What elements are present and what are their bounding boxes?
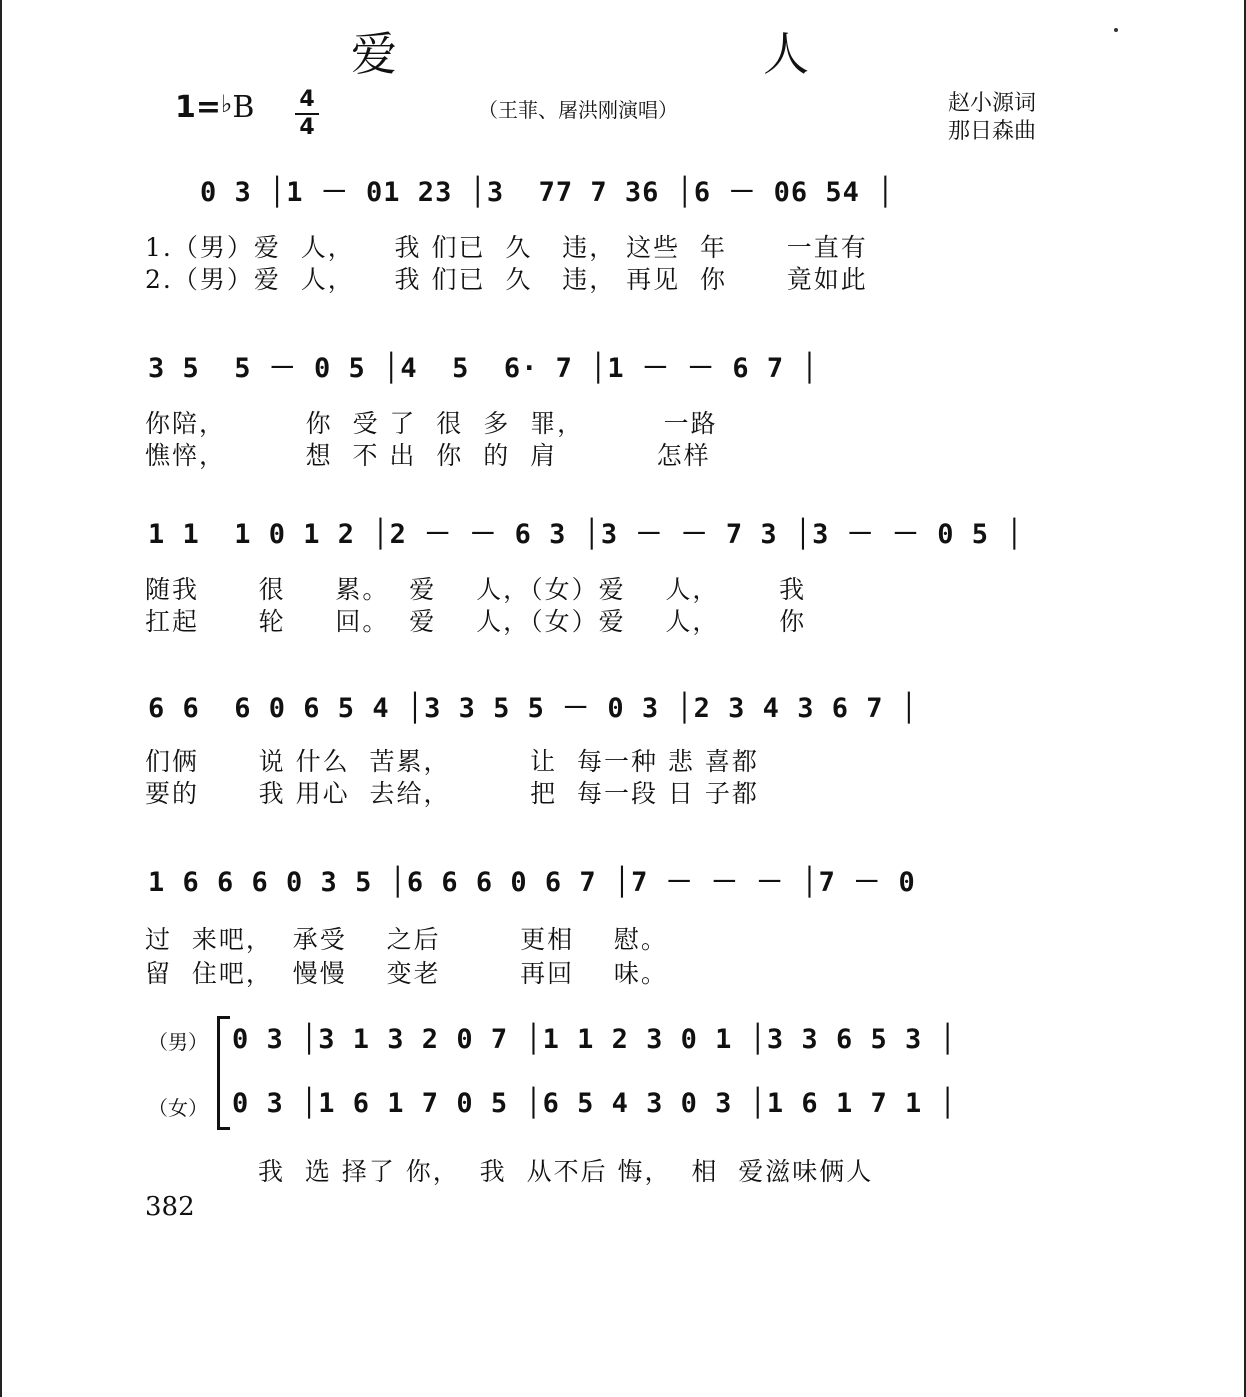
key-letter: B [232, 90, 255, 125]
page-border-left [0, 0, 2, 1397]
lyrics-system-2-verse-1: 你陪， 你 受 了 很 多 罪， 一路 [145, 409, 718, 438]
notes-system-3: 1 1 1 0 1 2 │2 － － 6 3 │3 － － 7 3 │3 － － 0 5 │ [148, 519, 1024, 550]
page-number: 382 [145, 1192, 195, 1222]
time-signature-bottom: 4 [299, 115, 315, 140]
singers: （王菲、屠洪刚演唱） [478, 98, 678, 122]
lyrics-system-2-verse-2: 憔悴， 想 不 出 你 的 肩 怎样 [145, 441, 711, 470]
lyrics-system-3-verse-2: 扛起 轮 回。 爱 人，（女）爱 人， 你 [145, 607, 807, 636]
part-label-female: （女） [148, 1096, 208, 1120]
lyrics-system-5-verse-1: 过 来吧， 承受 之后 更相 慰。 [145, 925, 668, 954]
notes-system-1: 0 3 │1 － 01 23 │3 77 7 36 │6 － 06 54 │ [200, 177, 895, 208]
song-title: 爱 人 [351, 27, 969, 81]
part-label-male: （男） [148, 1030, 208, 1054]
lyrics-system-1-verse-2: 2.（男）爱 人， 我 们已 久 违， 再见 你 竟如此 [145, 265, 868, 294]
credits [948, 90, 1036, 146]
notes-male: 0 3 │3 1 3 2 0 7 │1 1 2 3 0 1 │3 3 6 5 3 │ [232, 1024, 957, 1055]
lyrics-system-1-verse-1: 1.（男）爱 人， 我 们已 久 违， 这些 年 一直有 [145, 233, 868, 262]
notes-female: 0 3 │1 6 1 7 0 5 │6 5 4 3 0 3 │1 6 1 7 1 │ [232, 1088, 957, 1119]
key-signature [175, 90, 254, 125]
system-bracket [217, 1016, 230, 1130]
lyrics-system-4-verse-1: 们俩 说 什么 苦累， 让 每一种 悲 喜都 [145, 747, 759, 776]
key-prefix: 1= [175, 90, 222, 125]
lyrics-system-4-verse-2: 要的 我 用心 去给， 把 每一段 日 子都 [145, 779, 759, 808]
time-signature-top: 4 [299, 87, 315, 112]
lyricist: 赵小源词 [948, 91, 1037, 116]
time-signature [295, 88, 319, 140]
notes-system-5: 1 6 6 6 0 3 5 │6 6 6 0 6 7 │7 － － － │7 － 0 [148, 867, 916, 898]
lyrics-system-5-verse-2: 留 住吧， 慢慢 变老 再回 味。 [145, 959, 668, 988]
lyrics-duet: 我 选 择了 你， 我 从不后 悔， 相 爱滋味俩人 [258, 1157, 874, 1186]
composer: 那日森曲 [948, 119, 1037, 144]
notes-system-4: 6 6 6 0 6 5 4 │3 3 5 5 － 0 3 │2 3 4 3 6 7 │ [148, 693, 918, 724]
flat-symbol: ♭ [221, 90, 233, 118]
lyrics-system-3-verse-1: 随我 很 累。 爱 人，（女）爱 人， 我 [145, 575, 807, 604]
notes-system-2: 3 5 5 － 0 5 │4 5 6· 7 │1 － － 6 7 │ [148, 353, 819, 384]
